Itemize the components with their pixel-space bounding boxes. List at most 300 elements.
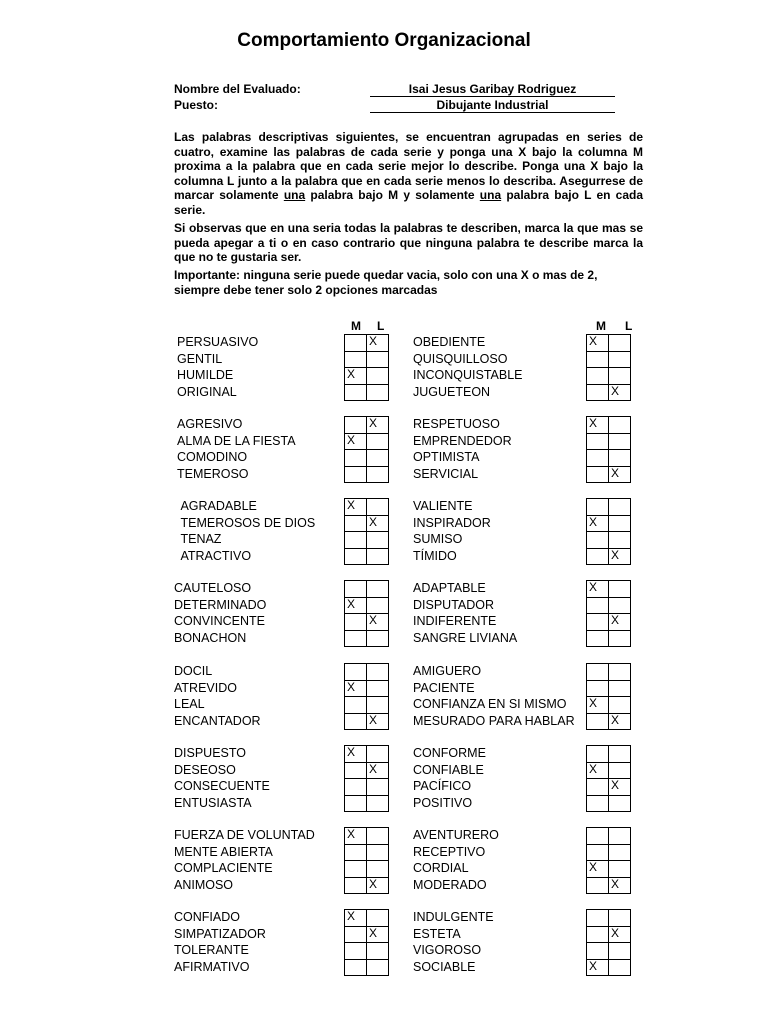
series-word: INCONQUISTABLE xyxy=(413,368,523,382)
checkbox-cell-m[interactable] xyxy=(587,450,609,467)
x-mark: X xyxy=(369,876,378,891)
grid-row xyxy=(345,943,389,960)
grid-row xyxy=(587,943,631,960)
checkbox-cell-m[interactable] xyxy=(587,762,609,779)
x-mark: X xyxy=(369,925,378,940)
checkbox-cell-m[interactable] xyxy=(345,597,367,614)
grid-row xyxy=(587,532,631,549)
checkbox-cell-m[interactable] xyxy=(345,614,367,631)
grid-row xyxy=(587,384,631,401)
grid-row xyxy=(345,795,389,812)
checkbox-cell-l[interactable] xyxy=(367,959,389,976)
checkbox-cell-m[interactable] xyxy=(587,368,609,385)
series-word: ATREVIDO xyxy=(174,680,237,695)
underlined-word: una xyxy=(479,188,502,203)
right-series-7-grid xyxy=(586,827,631,894)
checkbox-cell-m[interactable] xyxy=(345,680,367,697)
series-word: OPTIMISTA xyxy=(413,450,480,464)
x-mark: X xyxy=(347,596,356,611)
checkbox-cell-l[interactable] xyxy=(609,466,631,483)
checkbox-cell-l[interactable] xyxy=(367,680,389,697)
grid-row xyxy=(587,861,631,878)
series-word: TENAZ xyxy=(177,532,222,546)
checkbox-cell-m[interactable] xyxy=(587,532,609,549)
right-series-7-words xyxy=(413,827,499,893)
checkbox-cell-l[interactable] xyxy=(609,861,631,878)
series-word: CAUTELOSO xyxy=(174,581,252,595)
puesto-label: Puesto: xyxy=(174,98,219,112)
checkbox-cell-m[interactable] xyxy=(587,779,609,796)
checkbox-cell-l[interactable] xyxy=(367,664,389,681)
checkbox-cell-l[interactable] xyxy=(367,844,389,861)
checkbox-cell-m[interactable] xyxy=(587,597,609,614)
grid-row xyxy=(345,351,389,368)
series-word: SERVICIAL xyxy=(413,466,479,481)
series-word: ATRACTIVO xyxy=(177,548,252,563)
right-series-8-words xyxy=(413,909,494,975)
series-word: SIMPATIZADOR xyxy=(174,926,266,941)
checkbox-cell-m[interactable] xyxy=(587,417,609,434)
checkbox-cell-m[interactable] xyxy=(587,828,609,845)
checkbox-cell-l[interactable] xyxy=(367,532,389,549)
right-series-5-grid xyxy=(586,663,631,730)
checkbox-cell-m[interactable] xyxy=(345,697,367,714)
checkbox-cell-l[interactable] xyxy=(609,713,631,730)
underlined-word: una xyxy=(283,188,306,203)
left-series-1-grid xyxy=(344,334,389,401)
series-word: POSITIVO xyxy=(413,795,473,810)
checkbox-cell-l[interactable] xyxy=(609,828,631,845)
checkbox-cell-l[interactable] xyxy=(367,581,389,598)
checkbox-cell-m[interactable] xyxy=(345,861,367,878)
series-word: ADAPTABLE xyxy=(413,581,486,595)
checkbox-cell-l[interactable] xyxy=(367,433,389,450)
checkbox-cell-m[interactable] xyxy=(345,746,367,763)
grid-row xyxy=(587,877,631,894)
series-word: ENTUSIASTA xyxy=(174,795,252,810)
left-series-8-grid xyxy=(344,909,389,976)
checkbox-cell-m[interactable] xyxy=(345,910,367,927)
checkbox-cell-m[interactable] xyxy=(345,368,367,385)
checkbox-cell-m[interactable] xyxy=(587,943,609,960)
checkbox-cell-l[interactable] xyxy=(609,384,631,401)
series-word: VALIENTE xyxy=(413,499,473,513)
grid-row xyxy=(345,926,389,943)
instructions-text: palabra bajo M y solamente xyxy=(305,188,480,203)
series-word: AMIGUERO xyxy=(413,664,482,678)
series-word: DESEOSO xyxy=(174,762,236,777)
x-mark: X xyxy=(369,712,378,727)
grid-row xyxy=(587,548,631,565)
checkbox-cell-l[interactable] xyxy=(367,515,389,532)
series-word: OBEDIENTE xyxy=(413,335,486,349)
checkbox-cell-l[interactable] xyxy=(609,697,631,714)
checkbox-cell-l[interactable] xyxy=(609,630,631,647)
series-word: ORIGINAL xyxy=(177,384,237,399)
series-word: ALMA DE LA FIESTA xyxy=(177,433,296,448)
series-word: BONACHON xyxy=(174,630,247,645)
checkbox-cell-m[interactable] xyxy=(587,959,609,976)
x-mark: X xyxy=(589,696,598,710)
grid-row xyxy=(345,515,389,532)
series-word: INDULGENTE xyxy=(413,910,494,924)
series-word: TOLERANTE xyxy=(174,943,249,957)
right-series-6-grid xyxy=(586,745,631,812)
checkbox-cell-l[interactable] xyxy=(367,779,389,796)
checkbox-cell-m[interactable] xyxy=(345,548,367,565)
checkbox-cell-l[interactable] xyxy=(609,614,631,631)
checkbox-cell-m[interactable] xyxy=(345,844,367,861)
grid-row xyxy=(587,351,631,368)
grid-row xyxy=(345,697,389,714)
checkbox-cell-l[interactable] xyxy=(367,597,389,614)
checkbox-cell-l[interactable] xyxy=(609,746,631,763)
checkbox-cell-l[interactable] xyxy=(609,959,631,976)
right-series-6-words xyxy=(413,745,486,811)
checkbox-cell-l[interactable] xyxy=(367,697,389,714)
checkbox-cell-m[interactable] xyxy=(587,746,609,763)
checkbox-cell-m[interactable] xyxy=(345,581,367,598)
checkbox-cell-m[interactable] xyxy=(587,697,609,714)
checkbox-cell-l[interactable] xyxy=(609,597,631,614)
checkbox-cell-l[interactable] xyxy=(609,664,631,681)
checkbox-cell-l[interactable] xyxy=(367,548,389,565)
checkbox-cell-l[interactable] xyxy=(609,532,631,549)
right-series-1-words xyxy=(413,334,523,400)
series-word: CONFORME xyxy=(413,746,486,760)
series-word: GENTIL xyxy=(177,351,223,366)
checkbox-cell-m[interactable] xyxy=(345,795,367,812)
series-word: ESTETA xyxy=(413,926,461,941)
checkbox-cell-l[interactable] xyxy=(367,943,389,960)
checkbox-cell-m[interactable] xyxy=(587,466,609,483)
left-series-4-words xyxy=(174,580,266,646)
checkbox-cell-l[interactable] xyxy=(609,762,631,779)
checkbox-cell-l[interactable] xyxy=(367,368,389,385)
checkbox-cell-l[interactable] xyxy=(609,548,631,565)
checkbox-cell-m[interactable] xyxy=(587,581,609,598)
grid-row xyxy=(587,614,631,631)
checkbox-cell-m[interactable] xyxy=(587,664,609,681)
grid-row xyxy=(345,762,389,779)
checkbox-cell-m[interactable] xyxy=(345,335,367,352)
checkbox-cell-l[interactable] xyxy=(609,433,631,450)
checkbox-cell-l[interactable] xyxy=(367,877,389,894)
checkbox-cell-m[interactable] xyxy=(345,630,367,647)
checkbox-cell-m[interactable] xyxy=(587,795,609,812)
grid-row xyxy=(345,779,389,796)
checkbox-cell-l[interactable] xyxy=(609,795,631,812)
checkbox-cell-l[interactable] xyxy=(609,680,631,697)
x-mark: X xyxy=(589,761,598,776)
x-mark: X xyxy=(589,514,598,529)
checkbox-cell-m[interactable] xyxy=(587,548,609,565)
x-mark: X xyxy=(347,909,356,923)
series-word: CONFIADO xyxy=(174,910,240,924)
series-word: AVENTURERO xyxy=(413,828,499,842)
checkbox-cell-l[interactable] xyxy=(609,581,631,598)
checkbox-cell-l[interactable] xyxy=(367,861,389,878)
checkbox-cell-l[interactable] xyxy=(367,351,389,368)
checkbox-cell-l[interactable] xyxy=(609,877,631,894)
right-series-3-grid xyxy=(586,498,631,565)
x-mark: X xyxy=(611,383,620,398)
x-mark: X xyxy=(369,416,378,430)
grid-row xyxy=(345,450,389,467)
checkbox-cell-m[interactable] xyxy=(587,910,609,927)
checkbox-cell-m[interactable] xyxy=(587,515,609,532)
checkbox-cell-m[interactable] xyxy=(345,433,367,450)
left-series-1-words xyxy=(177,334,258,400)
checkbox-cell-l[interactable] xyxy=(367,926,389,943)
grid-row xyxy=(345,433,389,450)
x-mark: X xyxy=(589,334,598,348)
checkbox-cell-m[interactable] xyxy=(345,779,367,796)
checkbox-cell-l[interactable] xyxy=(367,713,389,730)
series-word: COMODINO xyxy=(177,450,248,464)
series-word: CONSECUENTE xyxy=(174,779,270,793)
checkbox-cell-m[interactable] xyxy=(345,926,367,943)
grid-row xyxy=(345,597,389,614)
series-word: INSPIRADOR xyxy=(413,515,491,530)
series-word: SUMISO xyxy=(413,532,463,546)
grid-row xyxy=(587,844,631,861)
checkbox-cell-l[interactable] xyxy=(367,795,389,812)
grid-row xyxy=(345,417,389,434)
series-word: LEAL xyxy=(174,697,205,711)
checkbox-cell-m[interactable] xyxy=(345,877,367,894)
checkbox-cell-l[interactable] xyxy=(367,614,389,631)
right-series-3-words xyxy=(413,498,491,564)
checkbox-cell-l[interactable] xyxy=(367,335,389,352)
checkbox-cell-l[interactable] xyxy=(367,450,389,467)
checkbox-cell-l[interactable] xyxy=(609,450,631,467)
grid-row xyxy=(587,335,631,352)
left-series-4-grid xyxy=(344,580,389,647)
checkbox-cell-m[interactable] xyxy=(345,664,367,681)
instructions-paragraph-3: Importante: ninguna serie puede quedar vacia, solo con una X o mas de 2, siempre debe tener solo 2 opciones marcadas xyxy=(174,268,598,297)
checkbox-cell-m[interactable] xyxy=(345,515,367,532)
checkbox-cell-m[interactable] xyxy=(587,713,609,730)
checkbox-cell-l[interactable] xyxy=(609,368,631,385)
series-word: VIGOROSO xyxy=(413,943,482,957)
grid-row xyxy=(587,630,631,647)
grid-row xyxy=(587,515,631,532)
right-series-4-grid xyxy=(586,580,631,647)
checkbox-cell-l[interactable] xyxy=(367,762,389,779)
left-column-header-m: M xyxy=(351,319,361,333)
grid-row xyxy=(587,779,631,796)
grid-row xyxy=(345,910,389,927)
checkbox-cell-m[interactable] xyxy=(345,532,367,549)
checkbox-cell-m[interactable] xyxy=(587,499,609,516)
checkbox-cell-m[interactable] xyxy=(587,861,609,878)
grid-row xyxy=(345,384,389,401)
checkbox-cell-l[interactable] xyxy=(367,746,389,763)
checkbox-cell-l[interactable] xyxy=(609,910,631,927)
x-mark: X xyxy=(611,547,620,562)
checkbox-cell-m[interactable] xyxy=(587,335,609,352)
checkbox-cell-m[interactable] xyxy=(345,713,367,730)
x-mark: X xyxy=(369,514,378,529)
grid-row xyxy=(345,630,389,647)
left-series-3-grid xyxy=(344,498,389,565)
checkbox-cell-l[interactable] xyxy=(609,779,631,796)
grid-row xyxy=(587,697,631,714)
series-word: ANIMOSO xyxy=(174,877,234,892)
instructions-paragraph-2: Si observas que en una seria todas la palabras te describen, marca la que mas se pueda apegar a ti o en caso contrario que ninguna palabra te describe marca la que no te gustaria ser. xyxy=(174,221,643,265)
right-series-1-grid xyxy=(586,334,631,401)
x-mark: X xyxy=(369,613,378,627)
right-series-5-words xyxy=(413,663,575,729)
series-word: CONFIABLE xyxy=(413,762,484,777)
left-series-2-words xyxy=(177,416,296,482)
right-column-header-l: L xyxy=(625,319,633,333)
right-series-4-words xyxy=(413,580,517,646)
grid-row xyxy=(587,762,631,779)
checkbox-cell-m[interactable] xyxy=(587,844,609,861)
series-word: DISPUESTO xyxy=(174,746,247,760)
series-word: CONVINCENTE xyxy=(174,614,265,628)
grid-row xyxy=(345,548,389,565)
checkbox-cell-l[interactable] xyxy=(367,828,389,845)
series-word: PERSUASIVO xyxy=(177,335,259,349)
series-word: AGRESIVO xyxy=(177,417,243,431)
series-word: SANGRE LIVIANA xyxy=(413,630,518,645)
grid-row xyxy=(587,713,631,730)
series-word: TEMEROSOS DE DIOS xyxy=(177,515,316,530)
x-mark: X xyxy=(589,580,598,594)
x-mark: X xyxy=(369,761,378,776)
checkbox-cell-l[interactable] xyxy=(367,384,389,401)
checkbox-cell-l[interactable] xyxy=(609,943,631,960)
series-word: DOCIL xyxy=(174,664,213,678)
grid-row xyxy=(345,959,389,976)
series-word: MENTE ABIERTA xyxy=(174,844,273,859)
series-word: MESURADO PARA HABLAR xyxy=(413,713,575,728)
x-mark: X xyxy=(611,876,620,891)
grid-row xyxy=(587,499,631,516)
checkbox-cell-m[interactable] xyxy=(587,384,609,401)
checkbox-cell-l[interactable] xyxy=(609,417,631,434)
left-series-7-grid xyxy=(344,827,389,894)
checkbox-cell-m[interactable] xyxy=(345,466,367,483)
left-series-3-words xyxy=(177,498,315,564)
grid-row xyxy=(587,795,631,812)
series-word: TEMEROSO xyxy=(177,466,249,481)
series-word: AFIRMATIVO xyxy=(174,959,250,974)
evaluado-value: Isai Jesus Garibay Rodriguez xyxy=(370,82,615,97)
x-mark: X xyxy=(347,745,356,759)
x-mark: X xyxy=(589,860,598,874)
grid-row xyxy=(587,417,631,434)
checkbox-cell-l[interactable] xyxy=(367,499,389,516)
grid-row xyxy=(345,614,389,631)
grid-row xyxy=(587,746,631,763)
left-column-header-l: L xyxy=(377,319,385,333)
checkbox-cell-l[interactable] xyxy=(367,466,389,483)
grid-row xyxy=(345,861,389,878)
checkbox-cell-m[interactable] xyxy=(345,828,367,845)
checkbox-cell-m[interactable] xyxy=(345,351,367,368)
grid-row xyxy=(587,664,631,681)
series-word: FUERZA DE VOLUNTAD xyxy=(174,828,315,842)
series-word: RESPETUOSO xyxy=(413,417,500,431)
series-word: INDIFERENTE xyxy=(413,614,497,628)
grid-row xyxy=(587,597,631,614)
checkbox-cell-m[interactable] xyxy=(345,943,367,960)
x-mark: X xyxy=(369,334,378,348)
checkbox-cell-l[interactable] xyxy=(367,910,389,927)
checkbox-cell-m[interactable] xyxy=(345,499,367,516)
right-series-8-grid xyxy=(586,909,631,976)
grid-row xyxy=(345,828,389,845)
instructions-paragraph-1 xyxy=(174,130,643,218)
x-mark: X xyxy=(611,925,620,940)
grid-row xyxy=(587,828,631,845)
checkbox-cell-m[interactable] xyxy=(345,417,367,434)
checkbox-cell-m[interactable] xyxy=(587,877,609,894)
series-word: JUGUETEON xyxy=(413,384,491,399)
grid-row xyxy=(345,877,389,894)
grid-row xyxy=(345,746,389,763)
left-series-2-grid xyxy=(344,416,389,483)
checkbox-cell-m[interactable] xyxy=(345,384,367,401)
document-title: Comportamiento Organizacional xyxy=(237,30,531,51)
checkbox-cell-m[interactable] xyxy=(587,926,609,943)
checkbox-cell-l[interactable] xyxy=(609,844,631,861)
grid-row xyxy=(587,680,631,697)
checkbox-cell-m[interactable] xyxy=(345,762,367,779)
grid-row xyxy=(345,499,389,516)
checkbox-cell-m[interactable] xyxy=(345,959,367,976)
grid-row xyxy=(587,368,631,385)
grid-row xyxy=(587,581,631,598)
x-mark: X xyxy=(347,367,356,381)
series-word: MODERADO xyxy=(413,877,487,892)
checkbox-cell-m[interactable] xyxy=(587,680,609,697)
grid-row xyxy=(345,664,389,681)
series-word: PACIENTE xyxy=(413,680,475,695)
grid-row xyxy=(345,466,389,483)
puesto-value: Dibujante Industrial xyxy=(370,98,615,113)
checkbox-cell-l[interactable] xyxy=(609,499,631,516)
x-mark: X xyxy=(611,613,620,627)
instructions-text: palabra bajo L en cada serie. xyxy=(174,188,644,217)
grid-row xyxy=(345,680,389,697)
series-word: DISPUTADOR xyxy=(413,597,495,612)
series-word: CORDIAL xyxy=(413,861,469,875)
x-mark: X xyxy=(589,416,598,430)
grid-row xyxy=(587,466,631,483)
checkbox-cell-m[interactable] xyxy=(587,614,609,631)
checkbox-cell-l[interactable] xyxy=(609,515,631,532)
checkbox-cell-m[interactable] xyxy=(345,450,367,467)
checkbox-cell-m[interactable] xyxy=(587,433,609,450)
x-mark: X xyxy=(347,498,356,512)
x-mark: X xyxy=(589,958,598,973)
checkbox-cell-m[interactable] xyxy=(587,630,609,647)
grid-row xyxy=(587,926,631,943)
checkbox-cell-l[interactable] xyxy=(609,335,631,352)
checkbox-cell-m[interactable] xyxy=(587,351,609,368)
checkbox-cell-l[interactable] xyxy=(367,417,389,434)
series-word: PACÍFICO xyxy=(413,779,472,793)
checkbox-cell-l[interactable] xyxy=(609,926,631,943)
checkbox-cell-l[interactable] xyxy=(367,630,389,647)
checkbox-cell-l[interactable] xyxy=(609,351,631,368)
series-word: QUISQUILLOSO xyxy=(413,351,508,366)
